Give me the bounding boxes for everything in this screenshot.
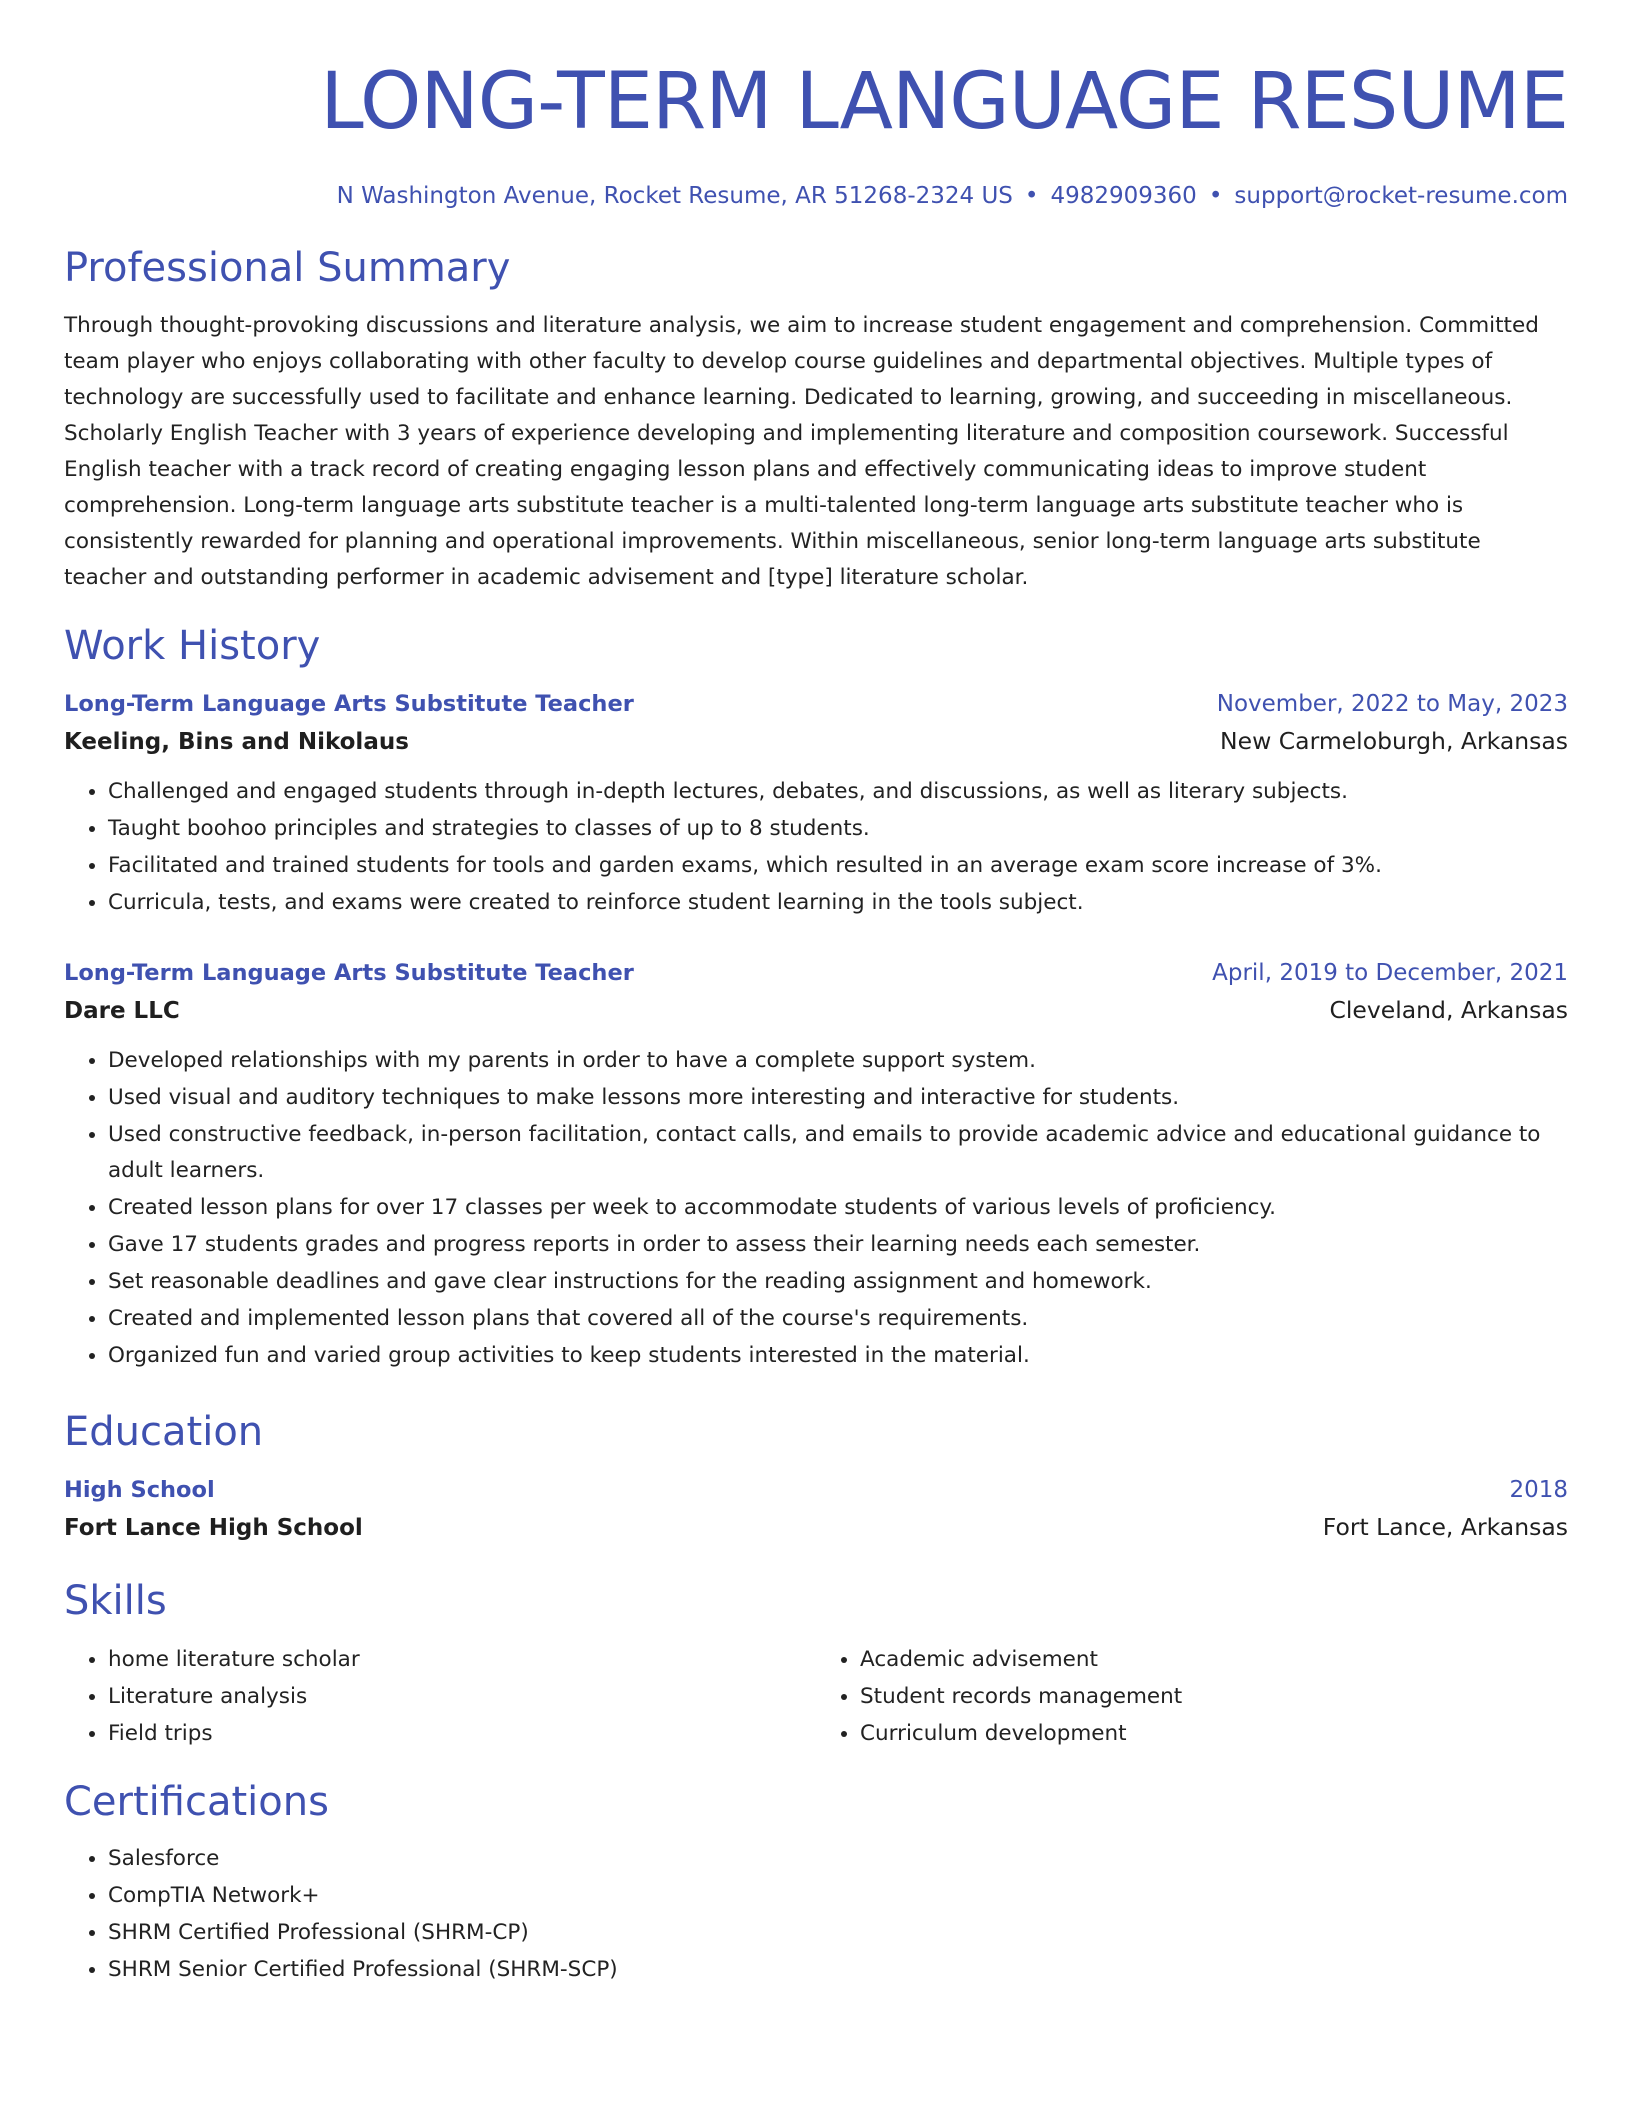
- job-entry: [64, 955, 1568, 1374]
- education-entry: [64, 1472, 1568, 1547]
- job-bullet: • Used visual and auditory techniques to make lessons more interesting and interactive for students.: [108, 1079, 1568, 1116]
- education-degree: High School: [64, 1477, 215, 1503]
- education-subheader: [64, 1508, 1568, 1547]
- job-dates: November, 2022 to May, 2023: [1216, 691, 1568, 717]
- job-header: [64, 955, 1568, 991]
- summary-text: Through thought-provoking discussions and literature analysis, we aim to increase student engagement and comprehension. Committed team player who enjoys collaborating with other faculty to develop course guidelines and departmental objectives. Multiple types of technology are successfully used to facilitate and enhance learning. Dedicated to learning, growing, and succeeding in miscellaneous. Scholarly English Teacher with 3 years of experience developing and implementing literature and composition coursework. Successful English teacher with a track record of creating engaging lesson plans and effectively communicating ideas to improve student comprehension. Long-term language arts substitute teacher is a multi-talented long-term language arts substitute teacher who is consistently rewarded for planning and operational improvements. Within miscellaneous, senior long-term language arts substitute teacher and outstanding performer in academic advisement and [type] literature scholar.: [64, 313, 1539, 590]
- skills-list-right: [816, 1641, 1568, 1752]
- certification-item: • CompTIA Network+: [108, 1877, 1568, 1914]
- education-location: Fort Lance, Arkansas: [1322, 1513, 1568, 1541]
- job-company: Dare LLC: [64, 998, 180, 1024]
- skills-grid: [64, 1627, 1568, 1752]
- contact-phone: 4982909360: [1050, 183, 1197, 209]
- job-bullet: • Facilitated and trained students for tools and garden exams, which resulted in an average exam score increase of 3%.: [108, 847, 1568, 884]
- job-bullet: • Created and implemented lesson plans that covered all of the course's requirements.: [108, 1300, 1568, 1337]
- job-bullet: • Developed relationships with my parents in order to have a complete support system.: [108, 1042, 1568, 1079]
- job-subheader: [64, 991, 1568, 1030]
- job-location: New Carmeloburgh, Arkansas: [1220, 727, 1568, 755]
- job-bullets: [64, 1042, 1568, 1374]
- education-year: 2018: [1509, 1477, 1568, 1503]
- job-bullet: • Organized fun and varied group activities to keep students interested in the material.: [108, 1337, 1568, 1374]
- job-bullet: • Challenged and engaged students through in-depth lectures, debates, and discussions, as well as literary subjects.: [108, 773, 1568, 810]
- job-bullets: [64, 773, 1568, 921]
- section-title-summary: Professional Summary: [64, 245, 511, 291]
- contact-line: [64, 180, 1568, 212]
- certification-item: • SHRM Certified Professional (SHRM-CP): [108, 1914, 1568, 1951]
- certification-item: • Salesforce: [108, 1840, 1568, 1877]
- skill-item: • Literature analysis: [108, 1678, 816, 1715]
- job-title: Long-Term Language Arts Substitute Teacher: [64, 691, 634, 717]
- job-entry: [64, 686, 1568, 921]
- job-bullet: • Taught boohoo principles and strategies to classes of up to 8 students.: [108, 810, 1568, 847]
- job-bullet: • Created lesson plans for over 17 classes per week to accommodate students of various levels of proficiency.: [108, 1189, 1568, 1226]
- skill-item: • Academic advisement: [860, 1641, 1568, 1678]
- job-bullet: • Set reasonable deadlines and gave clear instructions for the reading assignment and homework.: [108, 1263, 1568, 1300]
- education-school: Fort Lance High School: [64, 1515, 363, 1541]
- skill-item: • home literature scholar: [108, 1641, 816, 1678]
- job-title: Long-Term Language Arts Substitute Teacher: [64, 960, 634, 986]
- resume-name: LONG-TERM LANGUAGE RESUME: [320, 57, 1568, 147]
- job-header: [64, 686, 1568, 722]
- section-title-certifications: Certifications: [64, 1779, 329, 1825]
- skill-item: • Curriculum development: [860, 1715, 1568, 1752]
- job-location: Cleveland, Arkansas: [1329, 996, 1568, 1024]
- job-subheader: [64, 722, 1568, 761]
- resume-page: [64, 0, 1568, 1988]
- contact-separator: •: [1024, 183, 1039, 209]
- job-bullet: • Curricula, tests, and exams were created to reinforce student learning in the tools subject.: [108, 884, 1568, 921]
- certifications-list: [64, 1840, 1568, 1988]
- job-bullet: • Used constructive feedback, in-person facilitation, contact calls, and emails to provide academic advice and educational guidance to adult learners.: [108, 1116, 1568, 1189]
- contact-separator: •: [1208, 183, 1223, 209]
- education-header: [64, 1472, 1568, 1508]
- contact-address: N Washington Avenue, Rocket Resume, AR 51268-2324 US: [336, 183, 1013, 209]
- skills-list-left: [64, 1641, 816, 1752]
- job-company: Keeling, Bins and Nikolaus: [64, 729, 409, 755]
- certification-item: • SHRM Senior Certified Professional (SHRM-SCP): [108, 1951, 1568, 1988]
- section-title-education: Education: [64, 1409, 264, 1455]
- skill-item: • Student records management: [860, 1678, 1568, 1715]
- job-dates: April, 2019 to December, 2021: [1212, 960, 1568, 986]
- section-title-skills: Skills: [64, 1578, 167, 1624]
- section-title-work-history: Work History: [64, 623, 321, 669]
- job-bullet: • Gave 17 students grades and progress reports in order to assess their learning needs each semester.: [108, 1226, 1568, 1263]
- skill-item: • Field trips: [108, 1715, 816, 1752]
- contact-email[interactable]: support@rocket-resume.com: [1234, 183, 1568, 209]
